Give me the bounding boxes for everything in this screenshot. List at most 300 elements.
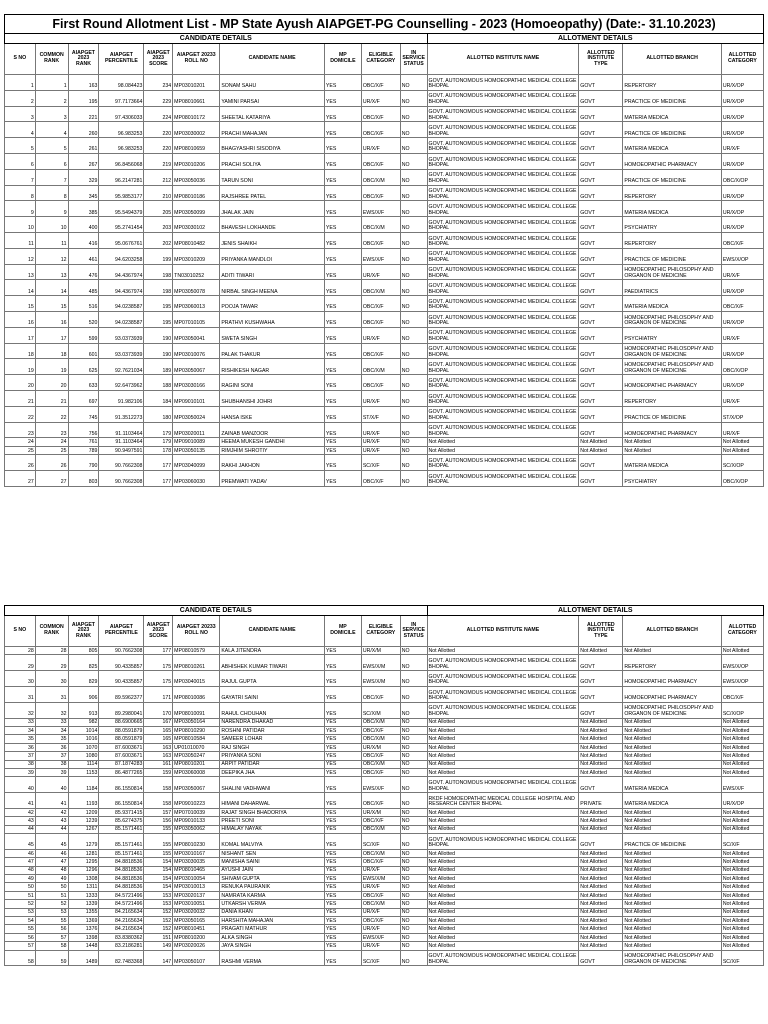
allotted-branch-cell: Not Allotted <box>623 891 721 899</box>
in-service-status-cell: NO <box>400 834 427 850</box>
allotted-category-cell: UR/X/OP <box>721 343 763 359</box>
table-row <box>5 138 764 154</box>
common-rank-cell: 51 <box>35 891 68 899</box>
institute-type-cell: Not Allotted <box>579 866 623 874</box>
table-row <box>5 217 764 233</box>
roll-no-cell: MP08010201 <box>173 760 220 768</box>
table-row <box>5 743 764 751</box>
allotted-institute-cell: GOVT. AUTONOMOUS HOMOEOPATHIC MEDICAL COLLEGE BHOPAL <box>427 232 579 248</box>
eligible-category-cell: OBC/X/F <box>361 185 400 201</box>
mp-domicile-cell: YES <box>324 793 361 809</box>
eligible-category-cell: EWS/X/F <box>361 248 400 264</box>
sno-cell: 58 <box>5 950 36 966</box>
allotted-institute-cell: GOVT. AUTONOMOUS HOMOEOPATHIC MEDICAL COLLEGE BHOPAL <box>427 75 579 91</box>
allotted-institute-cell: GOVT. AUTONOMOUS HOMOEOPATHIC MEDICAL COLLEGE BHOPAL <box>427 455 579 471</box>
in-service-status-cell: NO <box>400 726 427 734</box>
institute-type-cell: GOVT <box>579 122 623 138</box>
table-row <box>5 406 764 422</box>
allotted-institute-cell: Not Allotted <box>427 817 579 825</box>
allotted-institute-cell: Not Allotted <box>427 849 579 857</box>
percentile-cell: 96.2147281 <box>99 169 144 185</box>
table-row <box>5 390 764 406</box>
eligible-category-cell: UR/X/F <box>361 942 400 950</box>
aiapget-rank-cell: 1281 <box>68 849 99 857</box>
table-row <box>5 446 764 454</box>
table-row <box>5 280 764 296</box>
percentile-cell: 94.4367974 <box>99 264 144 280</box>
in-service-status-cell: NO <box>400 808 427 816</box>
sno-cell: 2 <box>5 90 36 106</box>
mp-domicile-cell: YES <box>324 138 361 154</box>
allotted-branch-cell: Not Allotted <box>623 446 721 454</box>
percentile-cell: 95.0676761 <box>99 232 144 248</box>
score-cell: 175 <box>144 655 173 671</box>
allotted-institute-cell: GOVT. AUTONOMOUS HOMOEOPATHIC MEDICAL COLLEGE BHOPAL <box>427 950 579 966</box>
sno-cell: 56 <box>5 933 36 941</box>
aiapget-rank-cell: 400 <box>68 217 99 233</box>
score-cell: 161 <box>144 760 173 768</box>
allotted-institute-cell: Not Allotted <box>427 925 579 933</box>
allotted-branch-cell: REPERTORY <box>623 390 721 406</box>
table-row <box>5 75 764 91</box>
allotted-category-cell: OBC/X/OP <box>721 359 763 375</box>
common-rank-cell: 27 <box>35 470 68 486</box>
mp-domicile-cell: YES <box>324 359 361 375</box>
allotment-table <box>4 605 764 966</box>
roll-no-cell: MP08010290 <box>173 726 220 734</box>
aiapget-rank-cell: 1209 <box>68 808 99 816</box>
roll-no-cell: MP03020011 <box>173 422 220 438</box>
eligible-category-cell: OBC/X/F <box>361 75 400 91</box>
col-header: COMMON RANK <box>35 616 68 647</box>
roll-no-cell: MP08010584 <box>173 735 220 743</box>
percentile-cell: 84.5721496 <box>99 891 144 899</box>
allotted-branch-cell: HOMOEOPATHIC PHILOSOPHY AND ORGANON OF MEDICINE <box>623 343 721 359</box>
candidate-name-cell: AYUSHI JAIN <box>220 866 325 874</box>
sno-cell: 49 <box>5 875 36 883</box>
allotted-institute-cell: GOVT. AUTONOMOUS HOMOEOPATHIC MEDICAL COLLEGE BHOPAL <box>427 343 579 359</box>
eligible-category-cell: OBC/X/F <box>361 106 400 122</box>
percentile-cell: 87.1874283 <box>99 760 144 768</box>
allotted-category-cell: Not Allotted <box>721 917 763 925</box>
aiapget-rank-cell: 1080 <box>68 752 99 760</box>
allotted-branch-cell: HOMOEOPATHIC PHARMACY <box>623 422 721 438</box>
in-service-status-cell: NO <box>400 950 427 966</box>
col-header: ALLOTTED INSTITUTE TYPE <box>579 616 623 647</box>
common-rank-cell: 13 <box>35 264 68 280</box>
allotted-category-cell: SC/X/F <box>721 950 763 966</box>
candidate-name-cell: SONAM SAHU <box>220 75 325 91</box>
score-cell: 179 <box>144 422 173 438</box>
in-service-status-cell: NO <box>400 422 427 438</box>
in-service-status-cell: NO <box>400 825 427 833</box>
allotted-category-cell: Not Allotted <box>721 891 763 899</box>
aiapget-rank-cell: 485 <box>68 280 99 296</box>
roll-no-cell: MP09010223 <box>173 793 220 809</box>
institute-type-cell: Not Allotted <box>579 942 623 950</box>
eligible-category-cell: ST/X/F <box>361 406 400 422</box>
aiapget-rank-cell: 221 <box>68 106 99 122</box>
aiapget-rank-cell: 1070 <box>68 743 99 751</box>
eligible-category-cell: UR/X/F <box>361 327 400 343</box>
sno-cell: 46 <box>5 849 36 857</box>
table-row <box>5 917 764 925</box>
score-cell: 234 <box>144 75 173 91</box>
institute-type-cell: Not Allotted <box>579 875 623 883</box>
common-rank-cell: 11 <box>35 232 68 248</box>
candidate-name-cell: KALA JITENDRA <box>220 647 325 655</box>
eligible-category-cell: OBC/X/F <box>361 122 400 138</box>
percentile-cell: 97.7173664 <box>99 90 144 106</box>
aiapget-rank-cell: 516 <box>68 296 99 312</box>
roll-no-cell: MP09010133 <box>173 817 220 825</box>
common-rank-cell: 10 <box>35 217 68 233</box>
mp-domicile-cell: YES <box>324 718 361 726</box>
score-cell: 163 <box>144 752 173 760</box>
candidate-name-cell: SHIVAM GUPTA <box>220 875 325 883</box>
institute-type-cell: GOVT <box>579 138 623 154</box>
candidate-name-cell: PREETI SONI <box>220 817 325 825</box>
in-service-status-cell: NO <box>400 406 427 422</box>
percentile-cell: 92.7621034 <box>99 359 144 375</box>
allotted-institute-cell: Not Allotted <box>427 891 579 899</box>
percentile-cell: 88.0591879 <box>99 735 144 743</box>
common-rank-cell: 48 <box>35 866 68 874</box>
roll-no-cell: MP03020137 <box>173 891 220 899</box>
eligible-category-cell: EWS/X/M <box>361 875 400 883</box>
in-service-status-cell: NO <box>400 106 427 122</box>
institute-type-cell: Not Allotted <box>579 752 623 760</box>
percentile-cell: 88.0591879 <box>99 726 144 734</box>
allotted-category-cell: Not Allotted <box>721 858 763 866</box>
sno-cell: 40 <box>5 777 36 793</box>
aiapget-rank-cell: 1267 <box>68 825 99 833</box>
aiapget-rank-cell: 829 <box>68 671 99 687</box>
allotted-category-cell: Not Allotted <box>721 908 763 916</box>
percentile-cell: 93.0373939 <box>99 343 144 359</box>
allotted-category-cell: Not Allotted <box>721 875 763 883</box>
sno-cell: 29 <box>5 655 36 671</box>
eligible-category-cell: OBC/X/F <box>361 686 400 702</box>
score-cell: 154 <box>144 875 173 883</box>
table-row <box>5 925 764 933</box>
table-row <box>5 647 764 655</box>
eligible-category-cell: SC/X/F <box>361 834 400 850</box>
percentile-cell: 97.4306033 <box>99 106 144 122</box>
allotted-category-cell: Not Allotted <box>721 446 763 454</box>
eligible-category-cell: OBC/X/F <box>361 470 400 486</box>
allotted-category-cell: UR/X/OP <box>721 217 763 233</box>
allotted-category-cell: OBC/X/OP <box>721 470 763 486</box>
allotted-category-cell: Not Allotted <box>721 849 763 857</box>
mp-domicile-cell: YES <box>324 153 361 169</box>
aiapget-rank-cell: 1193 <box>68 793 99 809</box>
candidate-name-cell: NISHANT SEN <box>220 849 325 857</box>
common-rank-cell: 16 <box>35 311 68 327</box>
allotted-institute-cell: Not Allotted <box>427 900 579 908</box>
percentile-cell: 84.2165634 <box>99 917 144 925</box>
common-rank-cell: 5 <box>35 138 68 154</box>
institute-type-cell: GOVT <box>579 455 623 471</box>
allotment-sheet-1 <box>4 14 764 487</box>
table-row <box>5 735 764 743</box>
in-service-status-cell: NO <box>400 248 427 264</box>
common-rank-cell: 40 <box>35 777 68 793</box>
sno-cell: 21 <box>5 390 36 406</box>
allotted-branch-cell: PRACTICE OF MEDICINE <box>623 834 721 850</box>
score-cell: 171 <box>144 686 173 702</box>
in-service-status-cell: NO <box>400 311 427 327</box>
allotted-category-cell: UR/X/OP <box>721 201 763 217</box>
allotted-category-cell: UR/X/F <box>721 422 763 438</box>
candidate-name-cell: HARSHITA MAHAJAN <box>220 917 325 925</box>
percentile-cell: 92.6473962 <box>99 375 144 391</box>
mp-domicile-cell: YES <box>324 849 361 857</box>
allotted-category-cell: Not Allotted <box>721 718 763 726</box>
in-service-status-cell: NO <box>400 359 427 375</box>
sno-cell: 20 <box>5 375 36 391</box>
mp-domicile-cell: YES <box>324 655 361 671</box>
sno-cell: 25 <box>5 446 36 454</box>
common-rank-cell: 28 <box>35 647 68 655</box>
institute-type-cell: GOVT <box>579 686 623 702</box>
table-row <box>5 817 764 825</box>
score-cell: 177 <box>144 470 173 486</box>
institute-type-cell: Not Allotted <box>579 817 623 825</box>
institute-type-cell: Not Allotted <box>579 438 623 446</box>
allotted-branch-cell: Not Allotted <box>623 849 721 857</box>
sno-cell: 26 <box>5 455 36 471</box>
eligible-category-cell: EWS/X/F <box>361 933 400 941</box>
allotted-category-cell: UR/X/OP <box>721 311 763 327</box>
score-cell: 158 <box>144 793 173 809</box>
table-row <box>5 470 764 486</box>
allotted-category-cell: UR/X/OP <box>721 375 763 391</box>
allotted-institute-cell: Not Allotted <box>427 647 579 655</box>
mp-domicile-cell: YES <box>324 817 361 825</box>
allotted-category-cell: Not Allotted <box>721 438 763 446</box>
roll-no-cell: MP03030102 <box>173 217 220 233</box>
candidate-name-cell: RAJAT SINGH BHADORIYA <box>220 808 325 816</box>
mp-domicile-cell: YES <box>324 438 361 446</box>
allotted-branch-cell: MATERIA MEDICA <box>623 793 721 809</box>
allotment-details-header: ALLOTMENT DETAILS <box>427 606 763 616</box>
allotted-institute-cell: GOVT. AUTONOMOUS HOMOEOPATHIC MEDICAL COLLEGE BHOPAL <box>427 296 579 312</box>
eligible-category-cell: UR/X/F <box>361 438 400 446</box>
eligible-category-cell: OBC/X/F <box>361 793 400 809</box>
percentile-cell: 84.5721496 <box>99 900 144 908</box>
candidate-name-cell: RIMJHIM SHROTIY <box>220 446 325 454</box>
candidate-name-cell: HIMALAY NAYAK <box>220 825 325 833</box>
table-row <box>5 185 764 201</box>
in-service-status-cell: NO <box>400 264 427 280</box>
common-rank-cell: 39 <box>35 768 68 776</box>
eligible-category-cell: OBC/X/M <box>361 735 400 743</box>
roll-no-cell: MP03060030 <box>173 470 220 486</box>
in-service-status-cell: NO <box>400 718 427 726</box>
percentile-cell: 95.5494379 <box>99 201 144 217</box>
mp-domicile-cell: YES <box>324 825 361 833</box>
allotted-branch-cell: Not Allotted <box>623 760 721 768</box>
mp-domicile-cell: YES <box>324 702 361 718</box>
col-header: ELIGIBLE CATEGORY <box>361 44 400 75</box>
mp-domicile-cell: YES <box>324 296 361 312</box>
percentile-cell: 91.1103464 <box>99 438 144 446</box>
allotted-category-cell: SC/X/OP <box>721 455 763 471</box>
roll-no-cell: MP03050041 <box>173 327 220 343</box>
score-cell: 177 <box>144 455 173 471</box>
mp-domicile-cell: YES <box>324 671 361 687</box>
allotted-category-cell: UR/X/F <box>721 264 763 280</box>
percentile-cell: 93.0373939 <box>99 327 144 343</box>
col-header: ALLOTTED INSTITUTE NAME <box>427 616 579 647</box>
mp-domicile-cell: YES <box>324 760 361 768</box>
mp-domicile-cell: YES <box>324 217 361 233</box>
in-service-status-cell: NO <box>400 752 427 760</box>
aiapget-rank-cell: 982 <box>68 718 99 726</box>
institute-type-cell: Not Allotted <box>579 917 623 925</box>
mp-domicile-cell: YES <box>324 752 361 760</box>
col-header: AIAPGET PERCENTILE <box>99 44 144 75</box>
institute-type-cell: Not Allotted <box>579 735 623 743</box>
table-row <box>5 702 764 718</box>
institute-type-cell: GOVT <box>579 671 623 687</box>
percentile-cell: 98.084423 <box>99 75 144 91</box>
percentile-cell: 90.4335857 <box>99 655 144 671</box>
aiapget-rank-cell: 1333 <box>68 891 99 899</box>
table-row <box>5 686 764 702</box>
allotted-institute-cell: GOVT. AUTONOMOUS HOMOEOPATHIC MEDICAL COLLEGE BHOPAL <box>427 106 579 122</box>
percentile-cell: 89.5962377 <box>99 686 144 702</box>
common-rank-cell: 12 <box>35 248 68 264</box>
in-service-status-cell: NO <box>400 900 427 908</box>
roll-no-cell: MP08010230 <box>173 834 220 850</box>
table-row <box>5 422 764 438</box>
aiapget-rank-cell: 1355 <box>68 908 99 916</box>
allotted-institute-cell: GOVT. AUTONOMOUS HOMOEOPATHIC MEDICAL COLLEGE BHOPAL <box>427 686 579 702</box>
col-header: AIAPGET 2023 SCORE <box>144 44 173 75</box>
candidate-name-cell: SAMEER LOHAR <box>220 735 325 743</box>
eligible-category-cell: UR/X/F <box>361 390 400 406</box>
in-service-status-cell: NO <box>400 90 427 106</box>
score-cell: 190 <box>144 327 173 343</box>
sno-cell: 54 <box>5 917 36 925</box>
in-service-status-cell: NO <box>400 933 427 941</box>
institute-type-cell: GOVT <box>579 777 623 793</box>
roll-no-cell: MP03030002 <box>173 122 220 138</box>
roll-no-cell: MP03010076 <box>173 343 220 359</box>
col-header: ALLOTTED BRANCH <box>623 616 721 647</box>
institute-type-cell: Not Allotted <box>579 743 623 751</box>
table-row <box>5 359 764 375</box>
aiapget-rank-cell: 1114 <box>68 760 99 768</box>
candidate-name-cell: PRATHVI KUSHWAHA <box>220 311 325 327</box>
mp-domicile-cell: YES <box>324 455 361 471</box>
percentile-cell: 90.7662308 <box>99 455 144 471</box>
allotted-branch-cell: MATERIA MEDICA <box>623 777 721 793</box>
common-rank-cell: 1 <box>35 75 68 91</box>
table-row <box>5 264 764 280</box>
allotted-category-cell: UR/X/OP <box>721 185 763 201</box>
score-cell: 151 <box>144 933 173 941</box>
allotted-branch-cell: HOMOEOPATHIC PHARMACY <box>623 375 721 391</box>
percentile-cell: 94.0238587 <box>99 296 144 312</box>
allotted-branch-cell: PSYCHIATRY <box>623 327 721 343</box>
score-cell: 155 <box>144 834 173 850</box>
percentile-cell: 85.6274375 <box>99 817 144 825</box>
allotted-category-cell: ST/X/OP <box>721 406 763 422</box>
in-service-status-cell: NO <box>400 702 427 718</box>
sno-cell: 9 <box>5 201 36 217</box>
eligible-category-cell: OBC/X/F <box>361 858 400 866</box>
sno-cell: 53 <box>5 908 36 916</box>
allotted-institute-cell: GOVT. AUTONOMOUS HOMOEOPATHIC MEDICAL COLLEGE BHOPAL <box>427 311 579 327</box>
aiapget-rank-cell: 476 <box>68 264 99 280</box>
allotted-category-cell: Not Allotted <box>721 900 763 908</box>
aiapget-rank-cell: 195 <box>68 90 99 106</box>
institute-type-cell: PRIVATE <box>579 793 623 809</box>
score-cell: 220 <box>144 122 173 138</box>
roll-no-cell: MP08010465 <box>173 866 220 874</box>
aiapget-rank-cell: 520 <box>68 311 99 327</box>
allotted-category-cell: Not Allotted <box>721 866 763 874</box>
score-cell: 205 <box>144 201 173 217</box>
candidate-name-cell: ABHISHEK KUMAR TIWARI <box>220 655 325 671</box>
institute-type-cell: GOVT <box>579 702 623 718</box>
aiapget-rank-cell: 1014 <box>68 726 99 734</box>
eligible-category-cell: UR/X/F <box>361 925 400 933</box>
allotted-branch-cell: HOMOEOPATHIC PHILOSOPHY AND ORGANON OF MEDICINE <box>623 950 721 966</box>
allotted-institute-cell: Not Allotted <box>427 726 579 734</box>
allotment-details-header: ALLOTMENT DETAILS <box>427 34 763 44</box>
allotted-institute-cell: GOVT. AUTONOMOUS HOMOEOPATHIC MEDICAL COLLEGE BHOPAL <box>427 138 579 154</box>
percentile-cell: 85.1571461 <box>99 849 144 857</box>
roll-no-cell: MP08010659 <box>173 138 220 154</box>
institute-type-cell: GOVT <box>579 264 623 280</box>
institute-type-cell: GOVT <box>579 470 623 486</box>
allotted-institute-cell: GOVT. AUTONOMOUS HOMOEOPATHIC MEDICAL COLLEGE BHOPAL <box>427 185 579 201</box>
allotted-institute-cell: GOVT. AUTONOMOUS HOMOEOPATHIC MEDICAL COLLEGE BHOPAL <box>427 327 579 343</box>
mp-domicile-cell: YES <box>324 446 361 454</box>
aiapget-rank-cell: 1398 <box>68 933 99 941</box>
common-rank-cell: 49 <box>35 875 68 883</box>
score-cell: 157 <box>144 808 173 816</box>
percentile-cell: 90.7662308 <box>99 470 144 486</box>
score-cell: 170 <box>144 702 173 718</box>
percentile-cell: 85.1571461 <box>99 834 144 850</box>
allotted-branch-cell: Not Allotted <box>623 900 721 908</box>
eligible-category-cell: OBC/X/F <box>361 768 400 776</box>
sno-cell: 34 <box>5 726 36 734</box>
in-service-status-cell: NO <box>400 201 427 217</box>
in-service-status-cell: NO <box>400 138 427 154</box>
common-rank-cell: 47 <box>35 858 68 866</box>
aiapget-rank-cell: 163 <box>68 75 99 91</box>
mp-domicile-cell: YES <box>324 726 361 734</box>
common-rank-cell: 53 <box>35 908 68 916</box>
institute-type-cell: GOVT <box>579 153 623 169</box>
common-rank-cell: 22 <box>35 406 68 422</box>
table-row <box>5 900 764 908</box>
col-header: COMMON RANK <box>35 44 68 75</box>
percentile-cell: 84.2165634 <box>99 925 144 933</box>
in-service-status-cell: NO <box>400 908 427 916</box>
institute-type-cell: Not Allotted <box>579 718 623 726</box>
mp-domicile-cell: YES <box>324 248 361 264</box>
score-cell: 220 <box>144 138 173 154</box>
in-service-status-cell: NO <box>400 686 427 702</box>
aiapget-rank-cell: 625 <box>68 359 99 375</box>
